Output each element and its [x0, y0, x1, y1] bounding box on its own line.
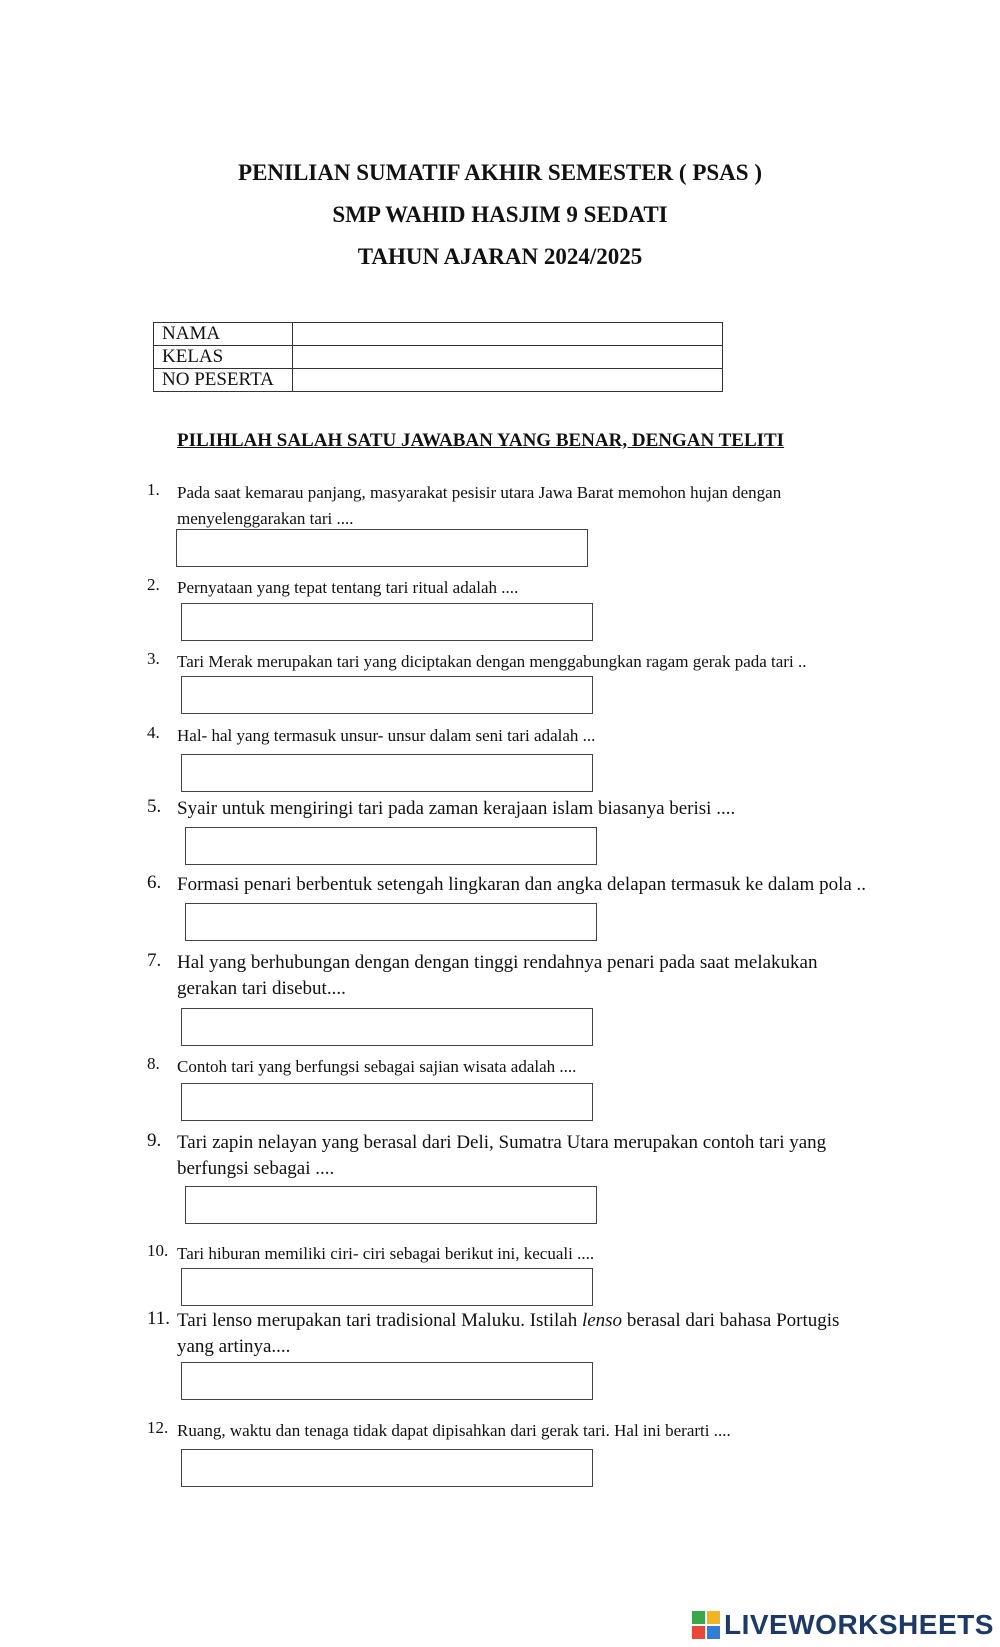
question-number: 5. — [147, 796, 162, 817]
answer-box-6[interactable] — [185, 903, 597, 941]
question-text: Hal yang berhubungan dengan dengan tinggi rendahnya penari pada saat melakukan gerakan tari disebut.... — [177, 952, 818, 999]
question-text: Contoh tari yang berfungsi sebagai sajian wisata adalah .... — [177, 1057, 577, 1076]
answer-box-2[interactable] — [181, 603, 593, 641]
identity-label: KELAS — [154, 346, 293, 369]
question-text: Hal- hal yang termasuk unsur- unsur dalam seni tari adalah ... — [177, 726, 596, 745]
question-number: 3. — [147, 649, 160, 668]
question-number: 6. — [147, 872, 162, 893]
logo-square-icon — [707, 1626, 720, 1639]
question-text-italic: lenso — [581, 1310, 623, 1331]
logo-square-icon — [707, 1611, 720, 1624]
liveworksheets-logo-icon — [692, 1611, 720, 1639]
identity-label: NAMA — [154, 323, 293, 346]
question-text: Formasi penari berbentuk setengah lingkaran dan angka delapan termasuk ke dalam pola .. — [177, 874, 867, 895]
identity-label: NO PESERTA — [154, 369, 293, 392]
question-text: Pernyataan yang tepat tentang tari ritual adalah .... — [177, 578, 519, 597]
question-text: Pada saat kemarau panjang, masyarakat pesisir utara Jawa Barat memohon hujan dengan menyelenggarakan tari .... — [177, 483, 782, 528]
answer-box-1[interactable] — [176, 529, 588, 567]
logo-square-icon — [692, 1626, 705, 1639]
question-number: 9. — [147, 1130, 162, 1151]
identity-value[interactable] — [293, 369, 723, 392]
identity-value[interactable] — [293, 346, 723, 369]
logo-square-icon — [692, 1611, 705, 1624]
exam-title: PENILIAN SUMATIF AKHIR SEMESTER ( PSAS ) — [238, 160, 762, 185]
identity-table — [153, 322, 723, 392]
question-number: 8. — [147, 1054, 160, 1073]
question-text: Ruang, waktu dan tenaga tidak dapat dipisahkan dari gerak tari. Hal ini berarti .... — [177, 1421, 731, 1440]
answer-box-3[interactable] — [181, 676, 593, 714]
answer-box-10[interactable] — [181, 1268, 593, 1306]
question-number: 11. — [147, 1308, 171, 1329]
question-number: 12. — [147, 1418, 169, 1437]
logo-text: LIVEWORKSHEETS — [724, 1609, 994, 1640]
identity-value[interactable] — [293, 323, 723, 346]
identity-row-no-peserta — [154, 369, 723, 392]
question-text — [177, 1308, 877, 1360]
instruction: PILIHLAH SALAH SATU JAWABAN YANG BENAR, DENGAN TELITI — [177, 430, 785, 451]
question-text: Tari Merak merupakan tari yang diciptakan dengan menggabungkan ragam gerak pada tari .. — [177, 652, 807, 671]
answer-box-5[interactable] — [185, 827, 597, 865]
school-name: SMP WAHID HASJIM 9 SEDATI — [332, 202, 668, 227]
identity-row-kelas — [154, 346, 723, 369]
question-number: 2. — [147, 575, 160, 594]
question-text-part: Tari lenso merupakan tari tradisional Maluku. Istilah — [177, 1310, 582, 1331]
question-number: 7. — [147, 950, 162, 971]
answer-box-7[interactable] — [181, 1008, 593, 1046]
academic-year: TAHUN AJARAN 2024/2025 — [357, 244, 643, 269]
answer-box-12[interactable] — [181, 1449, 593, 1487]
question-number: 10. — [147, 1241, 169, 1260]
question-text-part: berasal dari bahasa Portugis yang artinya.... — [177, 1310, 840, 1357]
answer-box-11[interactable] — [181, 1362, 593, 1400]
question-number: 4. — [147, 723, 160, 742]
answer-box-8[interactable] — [181, 1083, 593, 1121]
answer-box-4[interactable] — [181, 754, 593, 792]
answer-box-9[interactable] — [185, 1186, 597, 1224]
liveworksheets-logo — [692, 1607, 994, 1643]
question-text: Tari hiburan memiliki ciri- ciri sebagai berikut ini, kecuali .... — [177, 1244, 595, 1263]
question-text: Syair untuk mengiringi tari pada zaman kerajaan islam biasanya berisi .... — [177, 798, 736, 819]
identity-row-nama — [154, 323, 723, 346]
question-number: 1. — [147, 480, 160, 499]
question-text: Tari zapin nelayan yang berasal dari Deli, Sumatra Utara merupakan contoh tari yang berfungsi sebagai .... — [177, 1132, 827, 1179]
